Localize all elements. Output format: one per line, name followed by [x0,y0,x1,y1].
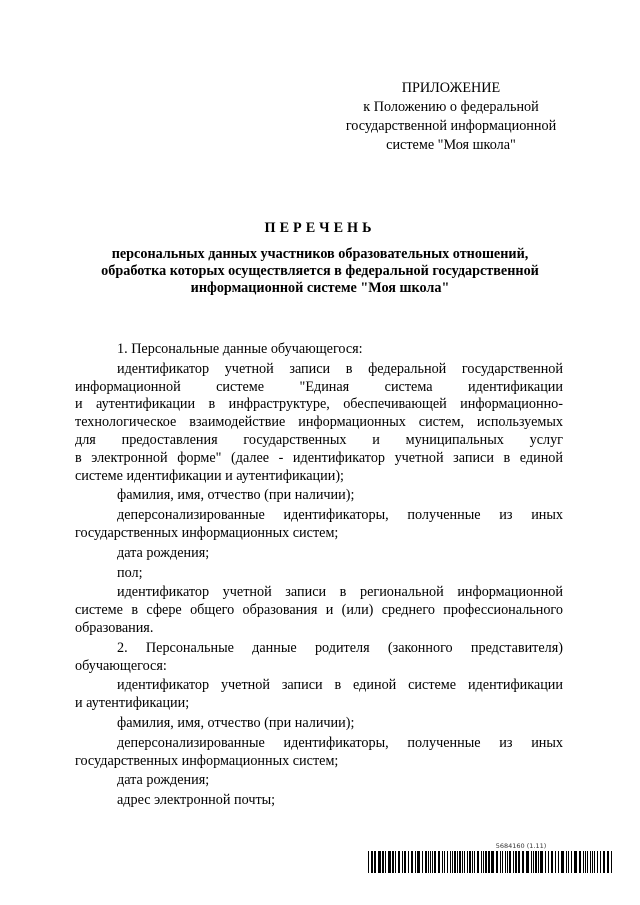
list-item: адрес электронной почты; [117,792,276,809]
paragraph-line: системе идентификации и аутентификации); [75,467,344,484]
document-title: ПЕРЕЧЕНЬ [264,220,376,236]
paragraph-line: государственных информационных систем; [75,752,339,769]
document-body [75,341,563,810]
annex-title: ПРИЛОЖЕНИЕ [401,80,501,96]
paragraph-line: информационной системе "Единая система идентификации [75,378,563,395]
paragraph-line: и аутентификации в инфраструктуре, обеспечивающей информационно- [75,396,563,413]
list-item: дата рождения; [117,544,210,561]
barcode [368,841,614,873]
paragraph-line: системе в сфере общего образования и (или) среднего профессионального [75,602,563,619]
paragraph-line: образования. [75,619,154,636]
paragraph-line: и аутентификации; [75,695,190,712]
annex-header [336,79,566,155]
paragraph-line: идентификатор учетной записи в федеральной государственной [117,360,563,377]
section-heading: 2. Персональные данные родителя (законного представителя) [117,639,563,656]
subtitle-line: информационной системе "Моя школа" [190,280,450,296]
paragraph-line: идентификатор учетной записи в единой системе идентификации [117,677,563,694]
paragraph-line: идентификатор учетной записи в региональной информационной [117,584,563,601]
paragraph-line: деперсонализированные идентификаторы, полученные из иных [117,734,563,751]
section-heading: обучающегося: [75,657,167,674]
annex-line: государственной информационной [345,118,557,134]
list-item: фамилия, имя, отчество (при наличии); [117,487,355,504]
list-item: пол; [117,564,143,581]
paragraph-line: государственных информационных систем; [75,524,339,541]
list-item: дата рождения; [117,772,210,789]
barcode-number: 5684160 (1.11) [495,842,547,850]
annex-line: системе "Моя школа" [386,137,516,153]
barcode-graphic [368,851,614,873]
paragraph-line: деперсонализированные идентификаторы, полученные из иных [117,507,563,524]
paragraph-line: для предоставления государственных и муниципальных услуг [75,431,563,448]
barcode-bars [368,851,614,873]
list-item: фамилия, имя, отчество (при наличии); [117,714,355,731]
paragraph-line: в электронной форме" (далее - идентификатор учетной записи в единой [75,449,563,466]
subtitle-line: персональных данных участников образовательных отношений, [111,246,529,262]
paragraph-line: технологическое взаимодействие информационных систем, используемых [75,414,563,431]
document-subtitle [70,246,570,297]
section-heading: 1. Персональные данные обучающегося: [117,341,363,357]
subtitle-line: обработка которых осуществляется в федеральной государственной [101,263,539,279]
annex-line: к Положению о федеральной [363,99,539,115]
